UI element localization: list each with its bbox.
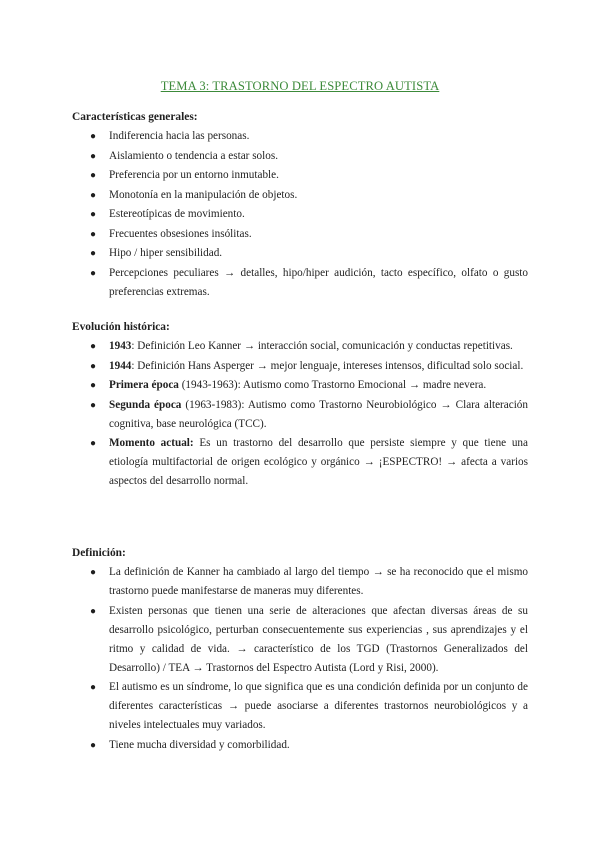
list-item: ● 1944: Definición Hans Asperger → mejor lenguaje, intereses intensos, dificultad solo social. [72, 357, 528, 376]
list-item: ● Segunda época (1963-1983): Autismo como Trastorno Neurobiológico → Clara alteración cognitiva, base neurológica (TCC). [72, 396, 528, 434]
section-heading: Características generales: [72, 111, 198, 123]
bullet-icon: ● [90, 605, 97, 617]
page-title: TEMA 3: TRASTORNO DEL ESPECTRO AUTISTA [160, 79, 440, 93]
bullet-list [72, 337, 528, 491]
section-heading: Definición: [72, 547, 126, 559]
bullet-icon: ● [90, 209, 97, 220]
bullet-icon: ● [90, 189, 97, 201]
section-definicion [72, 544, 528, 755]
list-item: ● Existen personas que tienen una serie de alteraciones que afectan diversas áreas de su desarrollo psicológico, perturban consecuentemente sus experiencias , sus aprendizajes y el ritmo y calidad de vida. → característico de los TGD (Trastornos Generalizados del Desarrollo) / TEA → Trastornos del Espectro Autista (Lord y Risi, 2000). [72, 602, 528, 678]
bullet-icon: ● [90, 341, 97, 352]
bullet-icon: ● [90, 248, 97, 259]
list-item: ● Preferencia por un entorno inmutable. [72, 166, 528, 185]
list-item: ● Tiene mucha diversidad y comorbilidad. [72, 736, 528, 755]
bullet-icon: ● [90, 150, 97, 162]
bullet-icon: ● [90, 438, 97, 449]
bullet-icon: ● [90, 682, 97, 693]
bullet-list [72, 127, 528, 302]
list-item: ● Monotonía en la manipulación de objetos. [72, 186, 528, 205]
list-item: ● Percepciones peculiares → detalles, hipo/hiper audición, tacto específico, olfato o gusto preferencias extremas. [72, 264, 528, 302]
bullet-icon: ● [90, 739, 97, 751]
section-heading: Evolución histórica: [72, 321, 170, 333]
bullet-icon: ● [90, 360, 97, 372]
bullet-icon: ● [90, 228, 97, 240]
bullet-list [72, 563, 528, 755]
section-evolucion [72, 318, 528, 492]
list-item: ● Hipo / hiper sensibilidad. [72, 244, 528, 263]
bullet-icon: ● [90, 567, 97, 578]
list-item: ● Indiferencia hacia las personas. [72, 127, 528, 146]
bullet-icon: ● [90, 380, 97, 391]
section-caracteristicas [72, 108, 528, 302]
bullet-icon: ● [90, 170, 97, 181]
bullet-icon: ● [90, 131, 97, 142]
list-item: ● El autismo es un síndrome, lo que significa que es una condición definida por un conjunto de diferentes características → puede asociarse a diferentes trastornos neurobiológicos y a niveles intelectuales muy variados. [72, 678, 528, 735]
list-item: ● Primera época (1943-1963): Autismo como Trastorno Emocional → madre nevera. [72, 376, 528, 395]
list-item: ● 1943: Definición Leo Kanner → interacción social, comunicación y conductas repetitivas. [72, 337, 528, 356]
list-item: ● Aislamiento o tendencia a estar solos. [72, 147, 528, 166]
list-item: ● Momento actual: Es un trastorno del desarrollo que persiste siempre y que tiene una etiología multifactorial de origen ecológico y orgánico → ¡ESPECTRO! → afecta a varios aspectos del desarrollo normal. [72, 434, 528, 491]
list-item: ● Frecuentes obsesiones insólitas. [72, 225, 528, 244]
bullet-icon: ● [90, 399, 97, 411]
bullet-icon: ● [90, 267, 97, 279]
list-item: ● La definición de Kanner ha cambiado al largo del tiempo → se ha reconocido que el mismo trastorno puede manifestarse de maneras muy diferentes. [72, 563, 528, 601]
list-item: ● Estereotípicas de movimiento. [72, 205, 528, 224]
